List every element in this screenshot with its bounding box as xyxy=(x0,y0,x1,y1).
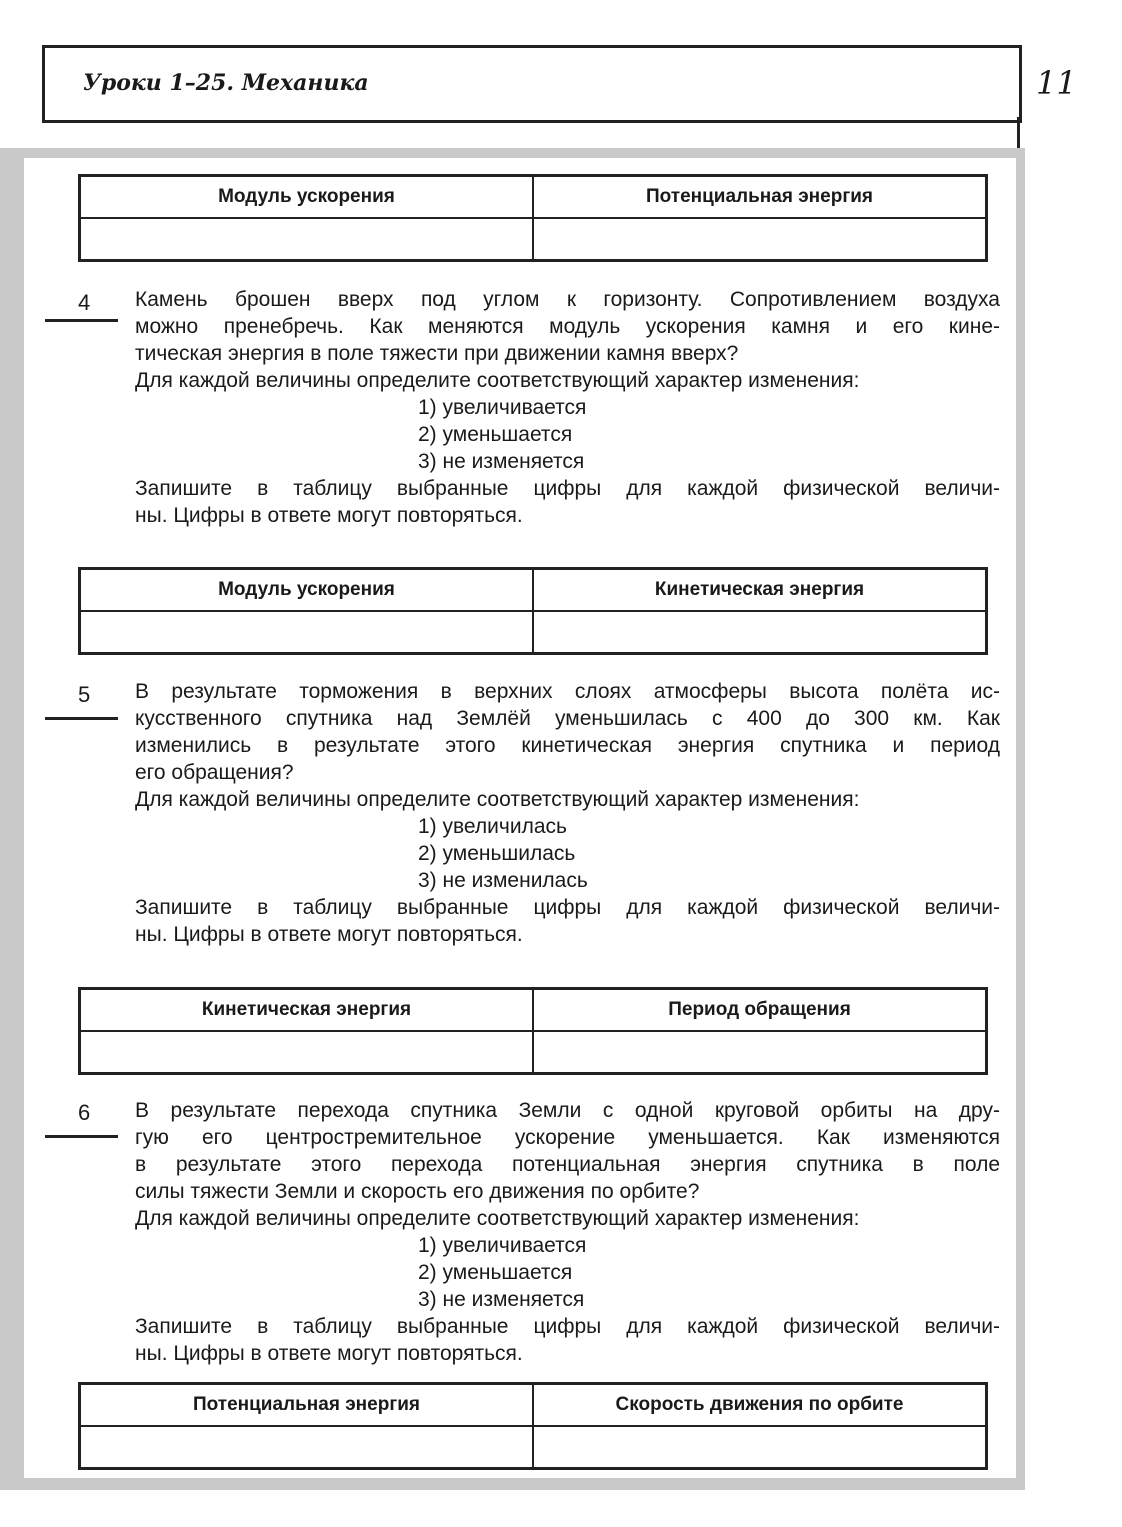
text-line: Камень брошен вверх под углом к горизонту. Сопротивлением воздуха xyxy=(135,288,1000,311)
answer-cell[interactable] xyxy=(533,1031,987,1074)
text-line: Запишите в таблицу выбранные цифры для каждой физической величи- xyxy=(135,896,1000,919)
text-line: ны. Цифры в ответе могут повторяться. xyxy=(135,504,523,527)
option: 3) не изменилась xyxy=(418,869,588,892)
table-header: Модуль ускорения xyxy=(80,176,534,219)
option: 1) увеличивается xyxy=(418,396,587,419)
table-header: Кинетическая энергия xyxy=(80,989,534,1032)
text-line: ны. Цифры в ответе могут повторяться. xyxy=(135,923,523,946)
answer-cell[interactable] xyxy=(80,1426,534,1469)
section-title: Уроки 1–25. Механика xyxy=(83,70,369,96)
question-marker-line xyxy=(45,717,118,720)
answer-table-3 xyxy=(78,174,988,262)
text-line: В результате перехода спутника Земли с одной круговой орбиты на дру- xyxy=(135,1099,1000,1122)
question-5 xyxy=(135,678,1000,948)
text-line: Запишите в таблицу выбранные цифры для каждой физической величи- xyxy=(135,1315,1000,1338)
text-line: В результате торможения в верхних слоях атмосферы высота полёта ис- xyxy=(135,680,1000,703)
table-header: Период обращения xyxy=(533,989,987,1032)
question-6 xyxy=(135,1097,1000,1367)
instruction: Для каждой величины определите соответствующий характер изменения: xyxy=(135,1207,860,1230)
option: 3) не изменяется xyxy=(418,450,585,473)
option: 2) уменьшилась xyxy=(418,842,576,865)
answer-cell[interactable] xyxy=(80,611,534,654)
option: 1) увеличилась xyxy=(418,815,567,838)
divider xyxy=(1017,117,1020,149)
question-number: 5 xyxy=(78,682,91,707)
instruction: Для каждой величины определите соответствующий характер изменения: xyxy=(135,788,860,811)
text-line: можно пренебречь. Как меняются модуль ускорения камня и его кине- xyxy=(135,315,1000,338)
table-header: Потенциальная энергия xyxy=(533,176,987,219)
text-line: в результате этого перехода потенциальная энергия спутника в поле xyxy=(135,1153,1000,1176)
option: 2) уменьшается xyxy=(418,1261,573,1284)
running-header xyxy=(42,45,1022,123)
text-line: его обращения? xyxy=(135,761,294,784)
text-line: ны. Цифры в ответе могут повторяться. xyxy=(135,1342,523,1365)
answer-cell[interactable] xyxy=(80,218,534,261)
answer-cell[interactable] xyxy=(533,611,987,654)
question-4 xyxy=(135,286,1000,529)
table-header: Скорость движения по орбите xyxy=(533,1384,987,1427)
question-marker-line xyxy=(45,1135,118,1138)
question-marker-line xyxy=(45,319,118,322)
answer-cell[interactable] xyxy=(533,218,987,261)
question-number: 4 xyxy=(78,290,91,315)
answer-table-4 xyxy=(78,567,988,655)
option: 3) не изменяется xyxy=(418,1288,585,1311)
text-line: тическая энергия в поле тяжести при движении камня вверх? xyxy=(135,342,739,365)
answer-table-5 xyxy=(78,987,988,1075)
answer-cell[interactable] xyxy=(533,1426,987,1469)
text-line: изменились в результате этого кинетическая энергия спутника и период xyxy=(135,734,1000,757)
text-line: силы тяжести Земли и скорость его движения по орбите? xyxy=(135,1180,700,1203)
table-header: Модуль ускорения xyxy=(80,569,534,612)
instruction: Для каждой величины определите соответствующий характер изменения: xyxy=(135,369,860,392)
answer-cell[interactable] xyxy=(80,1031,534,1074)
text-line: кусственного спутника над Землёй уменьшилась с 400 до 300 км. Как xyxy=(135,707,1000,730)
question-number: 6 xyxy=(78,1100,91,1125)
text-line: гую его центростремительное ускорение уменьшается. Как изменяются xyxy=(135,1126,1000,1149)
answer-table-6 xyxy=(78,1382,988,1470)
table-header: Потенциальная энергия xyxy=(80,1384,534,1427)
option: 2) уменьшается xyxy=(418,423,573,446)
page-number: 11 xyxy=(1036,64,1077,102)
table-header: Кинетическая энергия xyxy=(533,569,987,612)
text-line: Запишите в таблицу выбранные цифры для каждой физической величи- xyxy=(135,477,1000,500)
option: 1) увеличивается xyxy=(418,1234,587,1257)
